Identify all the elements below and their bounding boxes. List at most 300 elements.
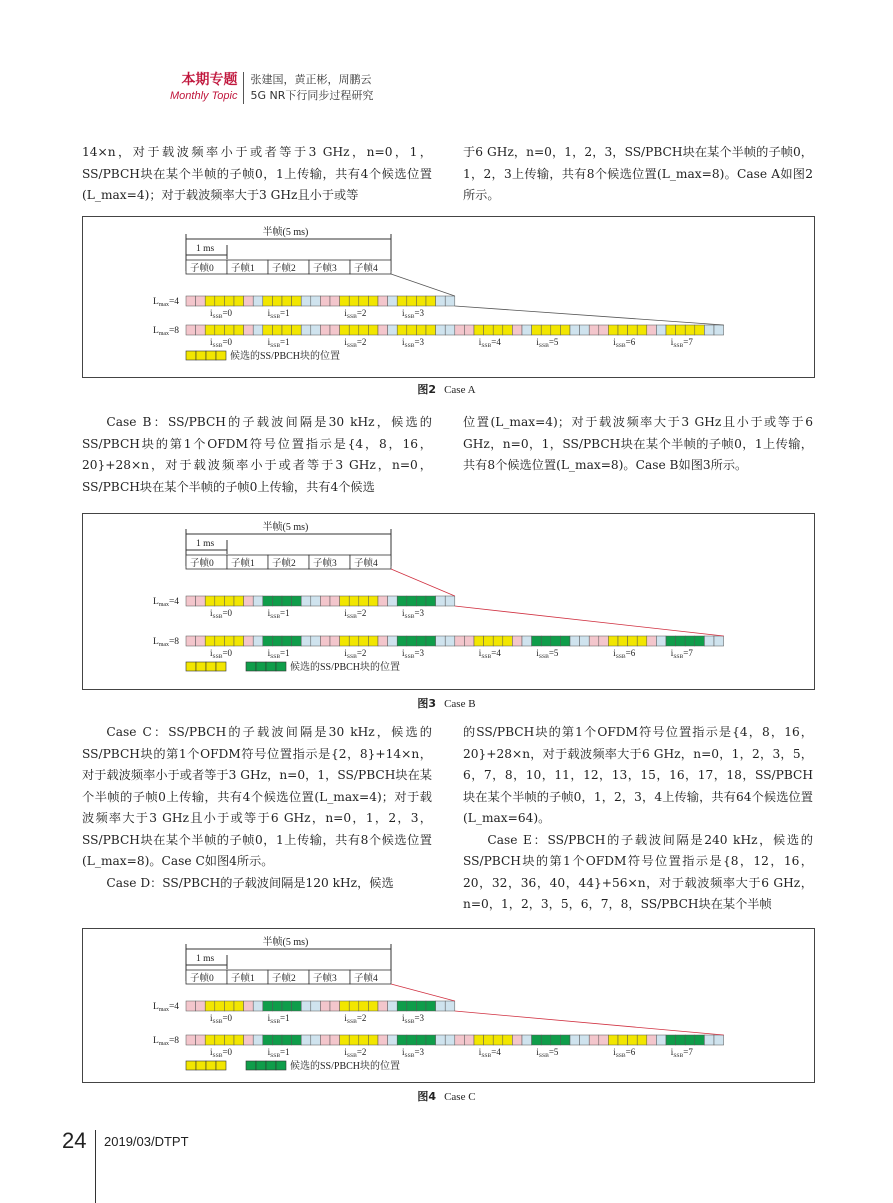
issb-label-4-3: $i_{SSB}=3$ xyxy=(402,1013,425,1025)
lmax4-row-cell xyxy=(349,296,359,306)
issb-label-8-5: $i_{SSB}=5$ xyxy=(536,1047,559,1059)
lmax8-row-cell xyxy=(368,1035,378,1045)
lmax4-row-cell xyxy=(272,296,282,306)
legend-yellow-swatch xyxy=(186,662,196,671)
lmax8-row-cell xyxy=(455,1035,465,1045)
lmax4-row-cell xyxy=(397,596,407,606)
lmax8-row-cell xyxy=(397,325,407,335)
lmax8-row-cell xyxy=(426,325,436,335)
lmax8-row-cell xyxy=(714,1035,724,1045)
lmax4-row-cell xyxy=(407,1001,417,1011)
issb-label-4-3: $i_{SSB}=3$ xyxy=(402,308,425,320)
legend-green-swatch xyxy=(256,662,266,671)
lmax8-row-cell xyxy=(493,325,503,335)
lmax8-row-cell xyxy=(628,1035,638,1045)
zoom-line-8 xyxy=(455,306,724,325)
lmax8-row-cell xyxy=(647,636,657,646)
lmax4-row-cell xyxy=(426,596,436,606)
lmax8-row-cell xyxy=(608,636,618,646)
lmax8-row-cell xyxy=(186,1035,196,1045)
page-number: 24 xyxy=(62,1128,87,1153)
lmax8-row-cell xyxy=(493,1035,503,1045)
subframe-label-3: 子帧3 xyxy=(313,264,337,274)
lmax8-row-cell xyxy=(647,325,657,335)
lmax4-row-cell xyxy=(388,596,398,606)
journal-issue: 2019/03/DTPT xyxy=(104,1134,189,1149)
lmax8-row-cell xyxy=(253,325,263,335)
lmax8-label: $L_{max}=8$ xyxy=(153,326,180,337)
lmax8-row-cell xyxy=(512,1035,522,1045)
article-info xyxy=(244,72,373,104)
lmax8-row-cell xyxy=(560,325,570,335)
lmax4-row-cell xyxy=(416,1001,426,1011)
subframe-label-1: 子帧1 xyxy=(231,559,255,569)
lmax8-row-cell xyxy=(589,636,599,646)
lmax8-row-cell xyxy=(359,636,369,646)
lmax8-row-cell xyxy=(522,636,532,646)
issb-label-8-7: $i_{SSB}=7$ xyxy=(670,1047,693,1059)
lmax8-row-cell xyxy=(426,1035,436,1045)
lmax8-row-cell xyxy=(234,636,244,646)
lmax8-row-cell xyxy=(445,636,455,646)
lmax8-row-cell xyxy=(426,636,436,646)
zoom-line-4 xyxy=(391,569,455,596)
issb-label-4-2: $i_{SSB}=2$ xyxy=(344,308,367,320)
lmax4-row-cell xyxy=(292,596,302,606)
lmax8-row-cell xyxy=(474,636,484,646)
lmax8-row-cell xyxy=(388,325,398,335)
lmax8-row-cell xyxy=(301,1035,311,1045)
issb-label-8-5: $i_{SSB}=5$ xyxy=(536,337,559,349)
legend-green-swatch xyxy=(246,1061,256,1070)
lmax4-row-cell xyxy=(359,1001,369,1011)
lmax4-row-cell xyxy=(253,1001,263,1011)
subframe-label-2: 子帧2 xyxy=(272,559,296,569)
lmax8-row-cell xyxy=(224,1035,234,1045)
lmax4-row-cell xyxy=(388,1001,398,1011)
lmax8-row-cell xyxy=(320,1035,330,1045)
half-frame-label: 半帧(5 ms) xyxy=(262,937,309,948)
lmax8-label: $L_{max}=8$ xyxy=(153,1036,180,1047)
lmax4-row-cell xyxy=(244,596,254,606)
paragraph-caseB-left: Case B：SS/PBCH的子载波间隔是30 kHz，候选的SS/PBCH块的第1个OFDM符号位置指示是{4，8，16，20}+28×n，对于载波频率小于或者等于3 GHz，n=0，SS/PBCH块在某个半帧的子帧0上传输，共有4个候选 xyxy=(82,415,432,494)
lmax4-row-cell xyxy=(244,1001,254,1011)
legend-green-swatch xyxy=(266,662,276,671)
lmax4-row-cell xyxy=(196,596,206,606)
lmax4-row-cell xyxy=(378,1001,388,1011)
lmax4-row-cell xyxy=(311,596,321,606)
lmax8-row-cell xyxy=(436,636,446,646)
paragraph-caseB-right: 位置(L_max=4)；对于载波频率大于3 GHz且小于或等于6 GHz，n=0，1，SS/PBCH块在某个半帧的子帧0，1上传输，共有8个候选位置(L_max=8)。Case B如图3所示。 xyxy=(463,415,813,472)
lmax8-row-cell xyxy=(330,636,340,646)
zoom-line-4 xyxy=(391,984,455,1001)
lmax8-row-cell xyxy=(301,325,311,335)
legend-yellow-swatch xyxy=(216,351,226,360)
legend-label: 候选的SS/PBCH块的位置 xyxy=(230,351,341,362)
lmax8-row-cell xyxy=(580,325,590,335)
lmax8-row-cell xyxy=(407,1035,417,1045)
issb-label-8-1: $i_{SSB}=1$ xyxy=(267,337,290,349)
paragraph-caseD-right: 的SS/PBCH块的第1个OFDM符号位置指示是{4，8，16，20}+28×n，对于载波频率大于6 GHz，n=0，1，2，3，5，6，7，8，10，11，12，13，15，16，17，18，SS/PBCH块在某个半帧的子帧0，1，2，3，4上传输，共有64个候选位置(L_max=64)。 Case E：SS/PBCH的子载波间隔是240 kHz，候选的SS/PBCH块的第1个OFDM符号位置指示是{8，12，16，20，32，36，40，44}+56×n，对于载波频率大于6 GHz，n=0，1，2，3，5，6，7，8，SS/PBCH块在某个半帧 xyxy=(463,725,813,911)
lmax8-row-cell xyxy=(474,325,484,335)
lmax8-row-cell xyxy=(541,1035,551,1045)
lmax8-row-cell xyxy=(378,1035,388,1045)
lmax8-row-cell xyxy=(272,325,282,335)
one-ms-label: 1 ms xyxy=(196,244,215,254)
lmax8-row-cell xyxy=(416,325,426,335)
lmax8-row-cell xyxy=(618,325,628,335)
issb-label-4-0: $i_{SSB}=0$ xyxy=(210,1013,233,1025)
lmax4-row-cell xyxy=(234,596,244,606)
issb-label-8-0: $i_{SSB}=0$ xyxy=(210,1047,233,1059)
lmax8-row-cell xyxy=(330,325,340,335)
zoom-line-4 xyxy=(391,274,455,296)
lmax4-row-cell xyxy=(301,1001,311,1011)
lmax4-row-cell xyxy=(196,1001,206,1011)
lmax8-row-cell xyxy=(263,325,273,335)
lmax8-row-cell xyxy=(215,1035,225,1045)
lmax4-row-cell xyxy=(186,596,196,606)
lmax8-row-cell xyxy=(685,325,695,335)
lmax4-row-cell xyxy=(368,296,378,306)
lmax8-row-cell xyxy=(196,1035,206,1045)
subframe-label-1: 子帧1 xyxy=(231,264,255,274)
legend-yellow-swatch xyxy=(196,351,206,360)
legend-green-swatch xyxy=(256,1061,266,1070)
issb-label-4-1: $i_{SSB}=1$ xyxy=(267,608,290,620)
lmax8-row-cell xyxy=(359,1035,369,1045)
legend-green-swatch xyxy=(246,662,256,671)
lmax8-row-cell xyxy=(397,1035,407,1045)
issb-label-4-0: $i_{SSB}=0$ xyxy=(210,308,233,320)
issb-label-8-2: $i_{SSB}=2$ xyxy=(344,1047,367,1059)
legend-label: 候选的SS/PBCH块的位置 xyxy=(290,1061,401,1072)
footer-divider xyxy=(95,1130,96,1203)
lmax8-row-cell xyxy=(378,636,388,646)
article-title: 5G NR下行同步过程研究 xyxy=(250,89,374,102)
subframe-label-4: 子帧4 xyxy=(354,264,378,274)
lmax8-row-cell xyxy=(186,325,196,335)
lmax4-row-cell xyxy=(196,296,206,306)
figure-3-box xyxy=(82,513,815,690)
lmax8-row-cell xyxy=(416,1035,426,1045)
lmax4-row-cell xyxy=(263,296,273,306)
issb-label-8-6: $i_{SSB}=6$ xyxy=(613,1047,636,1059)
lmax4-label: $L_{max}=4$ xyxy=(153,1002,180,1013)
lmax8-row-cell xyxy=(349,1035,359,1045)
lmax8-row-cell xyxy=(340,325,350,335)
lmax8-row-cell xyxy=(580,1035,590,1045)
issb-label-8-2: $i_{SSB}=2$ xyxy=(344,648,367,660)
lmax4-row-cell xyxy=(186,1001,196,1011)
lmax4-row-cell xyxy=(436,1001,446,1011)
lmax4-row-cell xyxy=(215,1001,225,1011)
lmax8-row-cell xyxy=(311,325,321,335)
lmax4-row-cell xyxy=(215,296,225,306)
figure-2-caption: 图2 Case A xyxy=(417,383,476,396)
issb-label-8-4: $i_{SSB}=4$ xyxy=(478,648,501,660)
lmax8-row-cell xyxy=(551,325,561,335)
half-frame-label: 半帧(5 ms) xyxy=(262,227,309,238)
lmax8-row-cell xyxy=(676,1035,686,1045)
lmax8-row-cell xyxy=(656,1035,666,1045)
lmax4-row-cell xyxy=(378,596,388,606)
lmax4-row-cell xyxy=(359,296,369,306)
lmax8-row-cell xyxy=(512,636,522,646)
lmax8-row-cell xyxy=(244,636,254,646)
paragraph-top-right: 于6 GHz，n=0，1，2，3，SS/PBCH块在某个半帧的子帧0，1，2，3上传输，共有8个候选位置(L_max=8)。Case A如图2所示。 xyxy=(463,145,813,202)
issb-label-8-6: $i_{SSB}=6$ xyxy=(613,337,636,349)
lmax8-row-cell xyxy=(436,1035,446,1045)
legend-yellow-swatch xyxy=(216,1061,226,1070)
lmax8-row-cell xyxy=(618,1035,628,1045)
lmax4-row-cell xyxy=(224,596,234,606)
lmax4-row-cell xyxy=(301,296,311,306)
lmax8-row-cell xyxy=(656,325,666,335)
lmax4-label: $L_{max}=4$ xyxy=(153,297,180,308)
legend-green-swatch xyxy=(276,1061,286,1070)
lmax8-row-cell xyxy=(253,1035,263,1045)
lmax4-row-cell xyxy=(445,596,455,606)
issb-label-8-3: $i_{SSB}=3$ xyxy=(402,648,425,660)
lmax8-row-cell xyxy=(599,1035,609,1045)
legend-yellow-swatch xyxy=(196,1061,206,1070)
lmax4-row-cell xyxy=(388,296,398,306)
paragraph-top-left: 14×n，对于载波频率小于或者等于3 GHz，n=0，1，SS/PBCH块在某个半帧的子帧0，1上传输，共有4个候选位置(L_max=4)；对于载波频率大于3 GHz且小于或等 xyxy=(82,145,432,202)
lmax8-row-cell xyxy=(282,325,292,335)
subframe-label-3: 子帧3 xyxy=(313,974,337,984)
lmax8-row-cell xyxy=(656,636,666,646)
lmax4-row-cell xyxy=(244,296,254,306)
lmax8-row-cell xyxy=(503,636,513,646)
lmax8-row-cell xyxy=(637,636,647,646)
lmax4-row-cell xyxy=(426,296,436,306)
lmax8-row-cell xyxy=(205,636,215,646)
lmax4-row-cell xyxy=(340,296,350,306)
lmax4-row-cell xyxy=(205,596,215,606)
lmax8-row-cell xyxy=(292,636,302,646)
lmax8-row-cell xyxy=(224,636,234,646)
lmax8-row-cell xyxy=(436,325,446,335)
legend-yellow-swatch xyxy=(186,351,196,360)
authors: 张建国，黄正彬，周鹏云 xyxy=(250,73,372,86)
lmax4-row-cell xyxy=(282,596,292,606)
lmax8-row-cell xyxy=(388,636,398,646)
lmax8-row-cell xyxy=(493,636,503,646)
lmax4-row-cell xyxy=(320,1001,330,1011)
lmax8-row-cell xyxy=(714,325,724,335)
lmax4-row-cell xyxy=(445,1001,455,1011)
figure-3-caption: 图3 Case B xyxy=(417,697,476,710)
lmax8-row-cell xyxy=(628,325,638,335)
lmax8-row-cell xyxy=(215,636,225,646)
issb-label-8-1: $i_{SSB}=1$ xyxy=(267,648,290,660)
lmax8-row-cell xyxy=(301,636,311,646)
lmax8-row-cell xyxy=(445,325,455,335)
issb-label-8-0: $i_{SSB}=0$ xyxy=(210,648,233,660)
lmax8-row-cell xyxy=(560,636,570,646)
lmax8-row-cell xyxy=(666,325,676,335)
lmax4-row-cell xyxy=(349,596,359,606)
issb-label-8-0: $i_{SSB}=0$ xyxy=(210,337,233,349)
lmax8-row-cell xyxy=(215,325,225,335)
lmax4-row-cell xyxy=(234,296,244,306)
lmax4-row-cell xyxy=(205,296,215,306)
lmax4-row-cell xyxy=(320,296,330,306)
lmax8-row-cell xyxy=(608,325,618,335)
lmax8-row-cell xyxy=(512,325,522,335)
lmax4-row-cell xyxy=(349,1001,359,1011)
lmax8-row-cell xyxy=(532,1035,542,1045)
lmax8-row-cell xyxy=(704,636,714,646)
lmax8-row-cell xyxy=(234,1035,244,1045)
lmax8-row-cell xyxy=(455,325,465,335)
lmax8-row-cell xyxy=(186,636,196,646)
lmax8-row-cell xyxy=(244,325,254,335)
lmax8-row-cell xyxy=(503,1035,513,1045)
lmax4-row-cell xyxy=(416,596,426,606)
lmax4-row-cell xyxy=(292,1001,302,1011)
lmax8-row-cell xyxy=(263,1035,273,1045)
lmax8-row-cell xyxy=(685,1035,695,1045)
lmax8-row-cell xyxy=(522,1035,532,1045)
lmax8-row-cell xyxy=(532,636,542,646)
lmax8-row-cell xyxy=(522,325,532,335)
lmax8-row-cell xyxy=(474,1035,484,1045)
lmax8-row-cell xyxy=(311,1035,321,1045)
legend-green-swatch xyxy=(266,1061,276,1070)
lmax4-row-cell xyxy=(416,296,426,306)
lmax8-row-cell xyxy=(551,636,561,646)
lmax8-label: $L_{max}=8$ xyxy=(153,637,180,648)
lmax8-row-cell xyxy=(282,636,292,646)
lmax4-row-cell xyxy=(340,596,350,606)
lmax4-row-cell xyxy=(368,596,378,606)
lmax8-row-cell xyxy=(445,1035,455,1045)
lmax4-row-cell xyxy=(263,596,273,606)
lmax8-row-cell xyxy=(282,1035,292,1045)
lmax8-row-cell xyxy=(359,325,369,335)
lmax8-row-cell xyxy=(272,1035,282,1045)
lmax8-row-cell xyxy=(368,636,378,646)
lmax4-row-cell xyxy=(407,296,417,306)
lmax8-row-cell xyxy=(666,1035,676,1045)
lmax8-row-cell xyxy=(196,325,206,335)
issb-label-4-2: $i_{SSB}=2$ xyxy=(344,1013,367,1025)
legend-yellow-swatch xyxy=(206,351,216,360)
one-ms-label: 1 ms xyxy=(196,954,215,964)
subframe-label-0: 子帧0 xyxy=(190,559,214,569)
lmax4-row-cell xyxy=(292,296,302,306)
lmax8-row-cell xyxy=(244,1035,254,1045)
lmax8-row-cell xyxy=(340,636,350,646)
lmax8-row-cell xyxy=(695,325,705,335)
lmax8-row-cell xyxy=(378,325,388,335)
lmax8-row-cell xyxy=(695,1035,705,1045)
lmax4-row-cell xyxy=(311,1001,321,1011)
lmax8-row-cell xyxy=(397,636,407,646)
lmax8-row-cell xyxy=(368,325,378,335)
issb-label-4-1: $i_{SSB}=1$ xyxy=(267,308,290,320)
lmax8-row-cell xyxy=(570,1035,580,1045)
lmax8-row-cell xyxy=(292,325,302,335)
lmax4-row-cell xyxy=(282,296,292,306)
lmax8-row-cell xyxy=(320,636,330,646)
lmax8-row-cell xyxy=(570,325,580,335)
lmax8-row-cell xyxy=(599,325,609,335)
lmax4-row-cell xyxy=(378,296,388,306)
issb-label-8-4: $i_{SSB}=4$ xyxy=(478,1047,501,1059)
issb-label-4-2: $i_{SSB}=2$ xyxy=(344,608,367,620)
lmax8-row-cell xyxy=(637,1035,647,1045)
figure-2-diagram xyxy=(83,217,814,377)
subframe-label-0: 子帧0 xyxy=(190,264,214,274)
lmax4-row-cell xyxy=(368,1001,378,1011)
running-header xyxy=(170,70,373,106)
lmax8-row-cell xyxy=(676,636,686,646)
lmax8-row-cell xyxy=(464,325,474,335)
lmax8-row-cell xyxy=(234,325,244,335)
topic-cn: 本期专题 xyxy=(181,72,238,88)
lmax8-row-cell xyxy=(484,1035,494,1045)
lmax4-row-cell xyxy=(215,596,225,606)
lmax8-row-cell xyxy=(464,636,474,646)
lmax8-row-cell xyxy=(349,636,359,646)
lmax8-row-cell xyxy=(695,636,705,646)
lmax8-row-cell xyxy=(704,1035,714,1045)
lmax8-row-cell xyxy=(570,636,580,646)
issb-label-8-7: $i_{SSB}=7$ xyxy=(670,648,693,660)
issb-label-8-2: $i_{SSB}=2$ xyxy=(344,337,367,349)
issb-label-4-3: $i_{SSB}=3$ xyxy=(402,608,425,620)
figure-4-caption: 图4 Case C xyxy=(417,1090,476,1103)
figure-4-diagram xyxy=(83,929,814,1082)
lmax8-row-cell xyxy=(292,1035,302,1045)
issb-label-8-6: $i_{SSB}=6$ xyxy=(613,648,636,660)
lmax4-row-cell xyxy=(253,596,263,606)
lmax4-row-cell xyxy=(397,296,407,306)
issb-label-8-3: $i_{SSB}=3$ xyxy=(402,337,425,349)
lmax8-row-cell xyxy=(205,1035,215,1045)
lmax8-row-cell xyxy=(599,636,609,646)
lmax8-row-cell xyxy=(532,325,542,335)
subframe-label-2: 子帧2 xyxy=(272,974,296,984)
lmax4-row-cell xyxy=(253,296,263,306)
lmax4-row-cell xyxy=(224,296,234,306)
lmax4-row-cell xyxy=(359,596,369,606)
figure-3-diagram xyxy=(83,514,814,689)
lmax8-row-cell xyxy=(263,636,273,646)
subframe-label-1: 子帧1 xyxy=(231,974,255,984)
lmax8-row-cell xyxy=(541,325,551,335)
legend-yellow-swatch xyxy=(216,662,226,671)
lmax8-row-cell xyxy=(196,636,206,646)
lmax8-row-cell xyxy=(407,636,417,646)
lmax4-row-cell xyxy=(330,296,340,306)
lmax8-row-cell xyxy=(464,1035,474,1045)
lmax8-row-cell xyxy=(551,1035,561,1045)
lmax4-row-cell xyxy=(330,1001,340,1011)
legend-green-swatch xyxy=(276,662,286,671)
lmax8-row-cell xyxy=(580,636,590,646)
legend-yellow-swatch xyxy=(206,1061,216,1070)
lmax8-row-cell xyxy=(349,325,359,335)
issb-label-8-7: $i_{SSB}=7$ xyxy=(670,337,693,349)
lmax8-row-cell xyxy=(608,1035,618,1045)
zoom-line-8 xyxy=(455,1011,724,1035)
lmax8-row-cell xyxy=(484,325,494,335)
lmax8-row-cell xyxy=(272,636,282,646)
